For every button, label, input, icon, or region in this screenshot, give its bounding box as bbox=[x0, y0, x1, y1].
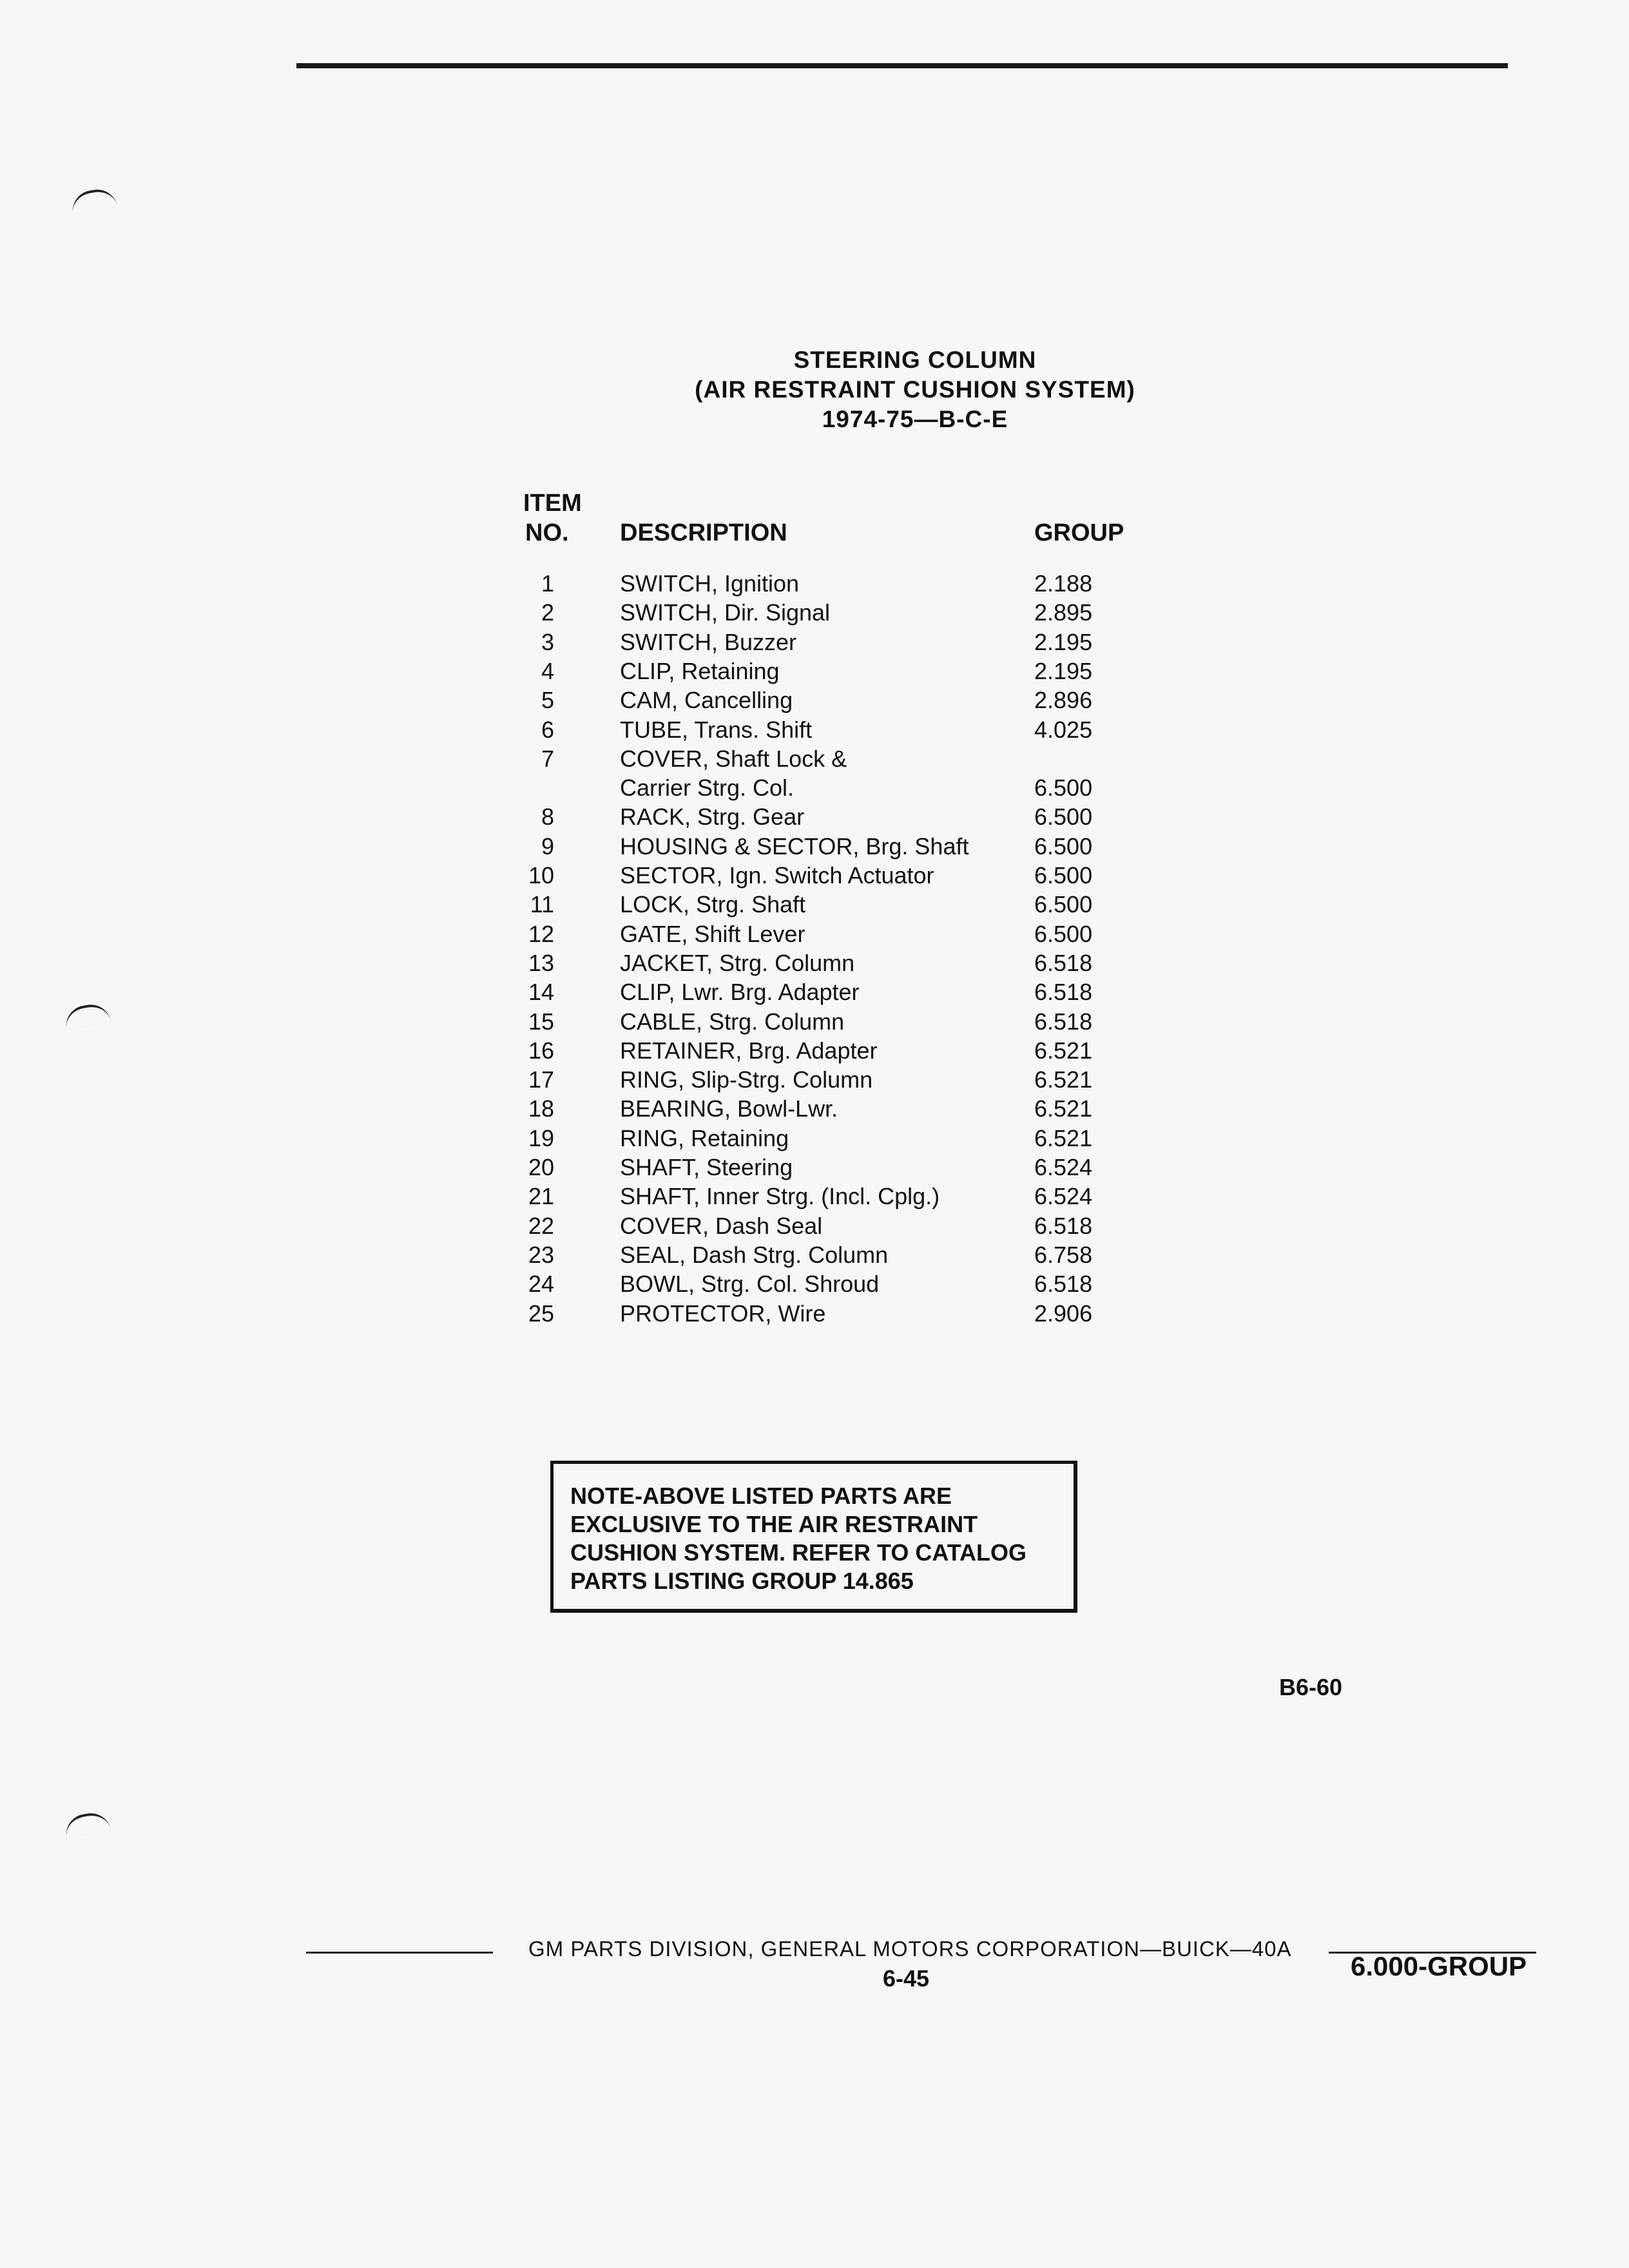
item-number: 13 bbox=[528, 949, 554, 976]
item-group: 6.518 bbox=[1034, 979, 1093, 1006]
item-number: 21 bbox=[528, 1183, 554, 1210]
item-number: 4 bbox=[541, 657, 554, 684]
page-subtitle: (AIR RESTRAINT CUSHION SYSTEM) bbox=[695, 376, 1135, 403]
table-row bbox=[0, 1036, 1160, 1065]
item-group: 4.025 bbox=[1034, 716, 1093, 743]
table-row bbox=[0, 832, 1160, 861]
item-group: 6.758 bbox=[1034, 1241, 1093, 1268]
item-group: 2.195 bbox=[1034, 657, 1093, 684]
item-number: 15 bbox=[528, 1008, 554, 1035]
table-row bbox=[0, 1065, 1160, 1094]
item-description: TUBE, Trans. Shift bbox=[620, 716, 813, 743]
item-description: CLIP, Lwr. Brg. Adapter bbox=[620, 979, 860, 1006]
table-row bbox=[0, 598, 1160, 627]
item-description: SHAFT, Inner Strg. (Incl. Cplg.) bbox=[620, 1183, 940, 1210]
item-number: 6 bbox=[541, 716, 554, 743]
item-number: 7 bbox=[541, 745, 554, 772]
item-number: 11 bbox=[530, 891, 554, 918]
footer-rule-left bbox=[306, 1952, 493, 1954]
page-title: STEERING COLUMN bbox=[793, 347, 1037, 373]
item-number: 20 bbox=[528, 1154, 554, 1180]
table-row bbox=[0, 1211, 1160, 1240]
item-number: 1 bbox=[541, 570, 554, 597]
item-number: 24 bbox=[528, 1271, 554, 1298]
item-description: BOWL, Strg. Col. Shroud bbox=[620, 1271, 880, 1298]
table-row bbox=[0, 861, 1160, 890]
model-years: 1974-75—B-C-E bbox=[822, 406, 1008, 432]
item-group: 6.518 bbox=[1034, 1212, 1093, 1239]
item-group: 6.521 bbox=[1034, 1066, 1093, 1093]
item-number: 16 bbox=[528, 1037, 554, 1064]
group-header: GROUP bbox=[1034, 519, 1124, 546]
item-group: 6.518 bbox=[1034, 949, 1093, 976]
item-description: COVER, Dash Seal bbox=[620, 1212, 823, 1239]
top-rule bbox=[296, 63, 1508, 68]
table-row bbox=[0, 890, 1160, 919]
item-group: 6.500 bbox=[1034, 891, 1093, 918]
note-line: EXCLUSIVE TO THE AIR RESTRAINT bbox=[570, 1511, 978, 1537]
item-number: 22 bbox=[528, 1212, 554, 1239]
item-description: Carrier Strg. Col. bbox=[620, 774, 795, 802]
item-group: 2.896 bbox=[1034, 687, 1093, 714]
footer-text: GM PARTS DIVISION, GENERAL MOTORS CORPORATION—BUICK—40A bbox=[528, 1937, 1292, 1961]
item-group: 6.521 bbox=[1034, 1037, 1093, 1064]
item-number: 19 bbox=[528, 1124, 554, 1151]
table-row bbox=[0, 919, 1160, 948]
item-group: 6.518 bbox=[1034, 1008, 1093, 1035]
note-line: PARTS LISTING GROUP 14.865 bbox=[570, 1568, 914, 1594]
table-row bbox=[0, 715, 1160, 744]
item-number: 14 bbox=[528, 979, 554, 1006]
item-number: 23 bbox=[528, 1241, 554, 1268]
item-number: 10 bbox=[528, 862, 554, 889]
item-group: 6.500 bbox=[1034, 803, 1093, 831]
table-row bbox=[0, 1299, 1160, 1328]
table-row bbox=[0, 1153, 1160, 1182]
table-row bbox=[0, 1240, 1160, 1269]
item-description: GATE, Shift Lever bbox=[620, 920, 805, 947]
table-row bbox=[0, 773, 1160, 802]
item-group: 2.906 bbox=[1034, 1300, 1093, 1327]
item-group: 6.521 bbox=[1034, 1124, 1093, 1151]
table-row bbox=[0, 977, 1160, 1006]
item-group: 6.524 bbox=[1034, 1154, 1093, 1180]
item-description: COVER, Shaft Lock & bbox=[620, 745, 847, 772]
item-group: 6.500 bbox=[1034, 862, 1093, 889]
item-group: 2.895 bbox=[1034, 599, 1093, 626]
item-description: JACKET, Strg. Column bbox=[620, 949, 855, 976]
item-description: LOCK, Strg. Shaft bbox=[620, 891, 806, 918]
group-label: 6.000-GROUP bbox=[1351, 1951, 1527, 1981]
item-description: CAM, Cancelling bbox=[620, 687, 793, 714]
item-number: 5 bbox=[541, 687, 554, 714]
item-group: 6.521 bbox=[1034, 1095, 1093, 1122]
item-description: SECTOR, Ign. Switch Actuator bbox=[620, 862, 934, 889]
item-group: 6.518 bbox=[1034, 1271, 1093, 1298]
note-line: CUSHION SYSTEM. REFER TO CATALOG bbox=[570, 1539, 1027, 1566]
item-group: 6.500 bbox=[1034, 774, 1093, 802]
table-row bbox=[0, 569, 1160, 598]
item-description: SHAFT, Steering bbox=[620, 1154, 793, 1180]
table-row bbox=[0, 1007, 1160, 1036]
page-number: 6-45 bbox=[883, 1965, 930, 1992]
item-description: PROTECTOR, Wire bbox=[620, 1300, 826, 1327]
item-description: RING, Retaining bbox=[620, 1124, 789, 1151]
item-group: 6.500 bbox=[1034, 920, 1093, 947]
item-number: 18 bbox=[528, 1095, 554, 1122]
item-number: 12 bbox=[528, 920, 554, 947]
item-description: RING, Slip-Strg. Column bbox=[620, 1066, 873, 1093]
table-row bbox=[0, 948, 1160, 977]
item-description: SWITCH, Buzzer bbox=[620, 628, 797, 655]
item-number: 2 bbox=[541, 599, 554, 626]
item-number: 9 bbox=[541, 832, 554, 860]
item-description: RETAINER, Brg. Adapter bbox=[620, 1037, 878, 1064]
table-row bbox=[0, 628, 1160, 657]
item-description: CLIP, Retaining bbox=[620, 657, 780, 684]
description-header: DESCRIPTION bbox=[620, 519, 787, 546]
no-header: NO. bbox=[525, 519, 569, 546]
item-group: 6.524 bbox=[1034, 1183, 1093, 1210]
table-row bbox=[0, 1269, 1160, 1298]
note-line: NOTE-ABOVE LISTED PARTS ARE bbox=[570, 1483, 952, 1509]
table-row bbox=[0, 686, 1160, 715]
table-row bbox=[0, 657, 1160, 686]
item-group: 6.500 bbox=[1034, 832, 1093, 860]
item-description: BEARING, Bowl-Lwr. bbox=[620, 1095, 838, 1122]
item-description: HOUSING & SECTOR, Brg. Shaft bbox=[620, 832, 969, 860]
item-number: 17 bbox=[528, 1066, 554, 1093]
item-header: ITEM bbox=[523, 490, 582, 517]
item-description: SEAL, Dash Strg. Column bbox=[620, 1241, 889, 1268]
item-group: 2.188 bbox=[1034, 570, 1093, 597]
item-description: RACK, Strg. Gear bbox=[620, 803, 805, 831]
item-number: 3 bbox=[541, 628, 554, 655]
binder-hole-mark bbox=[70, 186, 117, 215]
item-description: CABLE, Strg. Column bbox=[620, 1008, 845, 1035]
item-group: 2.195 bbox=[1034, 628, 1093, 655]
table-row bbox=[0, 1182, 1160, 1211]
item-number: 8 bbox=[541, 803, 554, 831]
table-row bbox=[0, 744, 1160, 773]
item-number: 25 bbox=[528, 1300, 554, 1327]
note-box bbox=[550, 1461, 1077, 1613]
item-description: SWITCH, Dir. Signal bbox=[620, 599, 831, 626]
table-row bbox=[0, 802, 1160, 831]
table-row bbox=[0, 1094, 1160, 1123]
item-description: SWITCH, Ignition bbox=[620, 570, 800, 597]
binder-hole-mark bbox=[63, 1810, 111, 1838]
illustration-code: B6-60 bbox=[1279, 1674, 1343, 1700]
table-row bbox=[0, 1124, 1160, 1153]
